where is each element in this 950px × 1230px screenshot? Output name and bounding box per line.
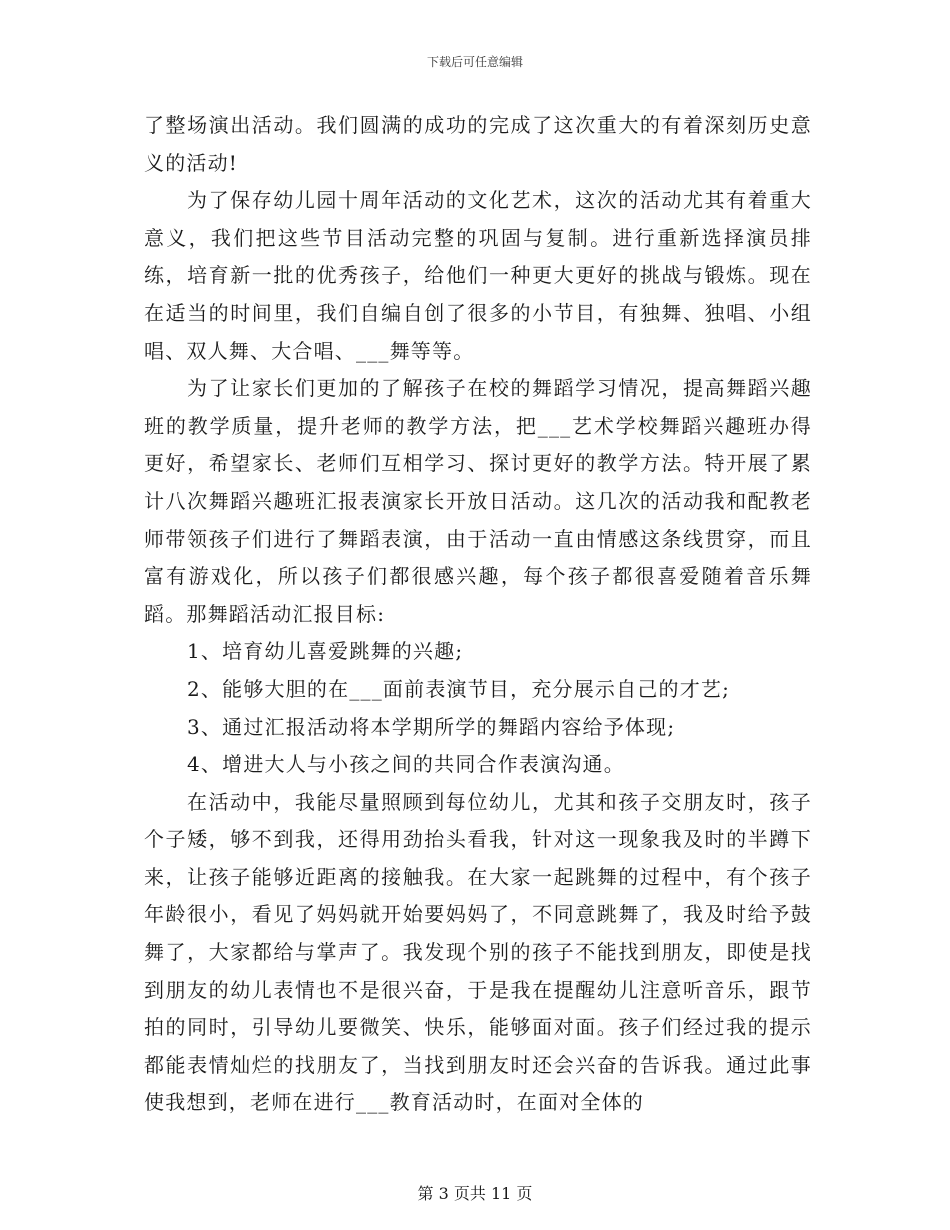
- paragraph-open-day: 为了让家长们更加的了解孩子在校的舞蹈学习情况，提高舞蹈兴趣班的教学质量，提升老师的教学方法，把___艺术学校舞蹈兴趣班办得更好，希望家长、老师们互相学习、探讨更好的教学方法。特开展了累计八次舞蹈兴趣班汇报表演家长开放日活动。这几次的活动我和配教老师带领孩子们进行了舞蹈表演，由于活动一直由情感这条线贯穿，而且富有游戏化，所以孩子们都很感兴趣，每个孩子都很喜爱随着音乐舞蹈。那舞蹈活动汇报目标:: [144, 376, 812, 626]
- goals-list: [144, 633, 812, 783]
- paragraph-anniversary: 为了保存幼儿园十周年活动的文化艺术，这次的活动尤其有着重大意义，我们把这些节目活动完整的巩固与复制。进行重新选择演员排练，培育新一批的优秀孩子，给他们一种更大更好的挑战与锻炼。现在在适当的时间里，我们自编自创了很多的小节目，有独舞、独唱、小组唱、双人舞、大合唱、___舞等等。: [144, 188, 812, 363]
- paragraph-activity: 在活动中，我能尽量照顾到每位幼儿，尤其和孩子交朋友时，孩子个子矮，够不到我，还得用劲抬头看我，针对这一现象我及时的半蹲下来，让孩子能够近距离的接触我。在大家一起跳舞的过程中，有个孩子年龄很小，看见了妈妈就开始要妈妈了，不同意跳舞了，我及时给予鼓舞了，大家都给与掌声了。我发现个别的孩子不能找到朋友，即使是找到朋友的幼儿表情也不是很兴奋，于是我在提醒幼儿注意听音乐，跟节拍的同时，引导幼儿要微笑、快乐，能够面对面。孩子们经过我的提示都能表情灿烂的找朋友了，当找到朋友时还会兴奋的告诉我。通过此事使我想到，老师在进行___教育活动时，在面对全体的: [144, 789, 812, 1115]
- list-item: 3、通过汇报活动将本学期所学的舞蹈内容给予体现;: [187, 714, 676, 739]
- paragraph-continuation: 了整场演出活动。我们圆满的成功的完成了这次重大的有着深刻历史意义的活动!: [144, 113, 812, 175]
- document-body: [144, 107, 812, 1122]
- list-item: 1、培育幼儿喜爱跳舞的兴趣;: [187, 639, 464, 664]
- page-header-note: 下载后可任意编辑: [426, 55, 523, 69]
- page-number: 第 3 页共 11 页: [417, 1184, 533, 1203]
- list-item: 2、能够大胆的在___面前表演节目，充分展示自己的才艺;: [187, 676, 731, 701]
- list-item: 4、增进大人与小孩之间的共同合作表演沟通。: [187, 752, 625, 777]
